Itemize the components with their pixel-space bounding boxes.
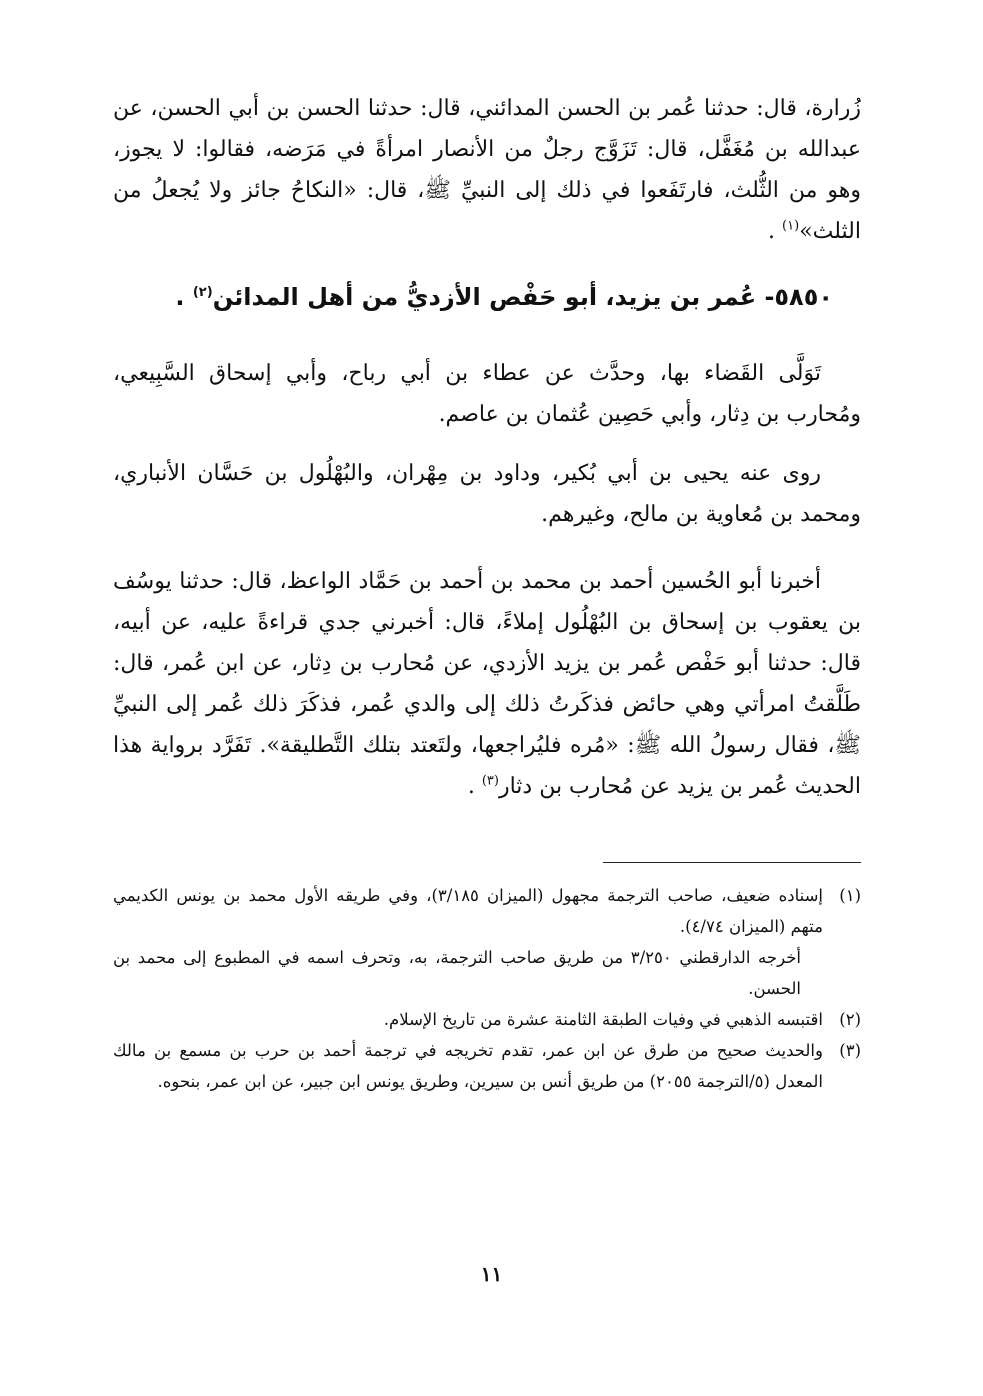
footnote-2	[113, 1004, 861, 1035]
footnote-marker: (٢)	[192, 285, 213, 300]
page-number: ١١	[480, 1262, 503, 1286]
footnote-1-continuation: أخرجه الدارقطني ٣/٢٥٠ من طريق صاحب الترجمة، به، وتحرف اسمه في المطبوع إلى محمد بن الحسن.	[113, 948, 801, 998]
footnote-1	[113, 880, 861, 942]
footnote-marker: (٣)	[481, 773, 499, 789]
footnote-number: (٢)	[839, 1010, 861, 1029]
footnote-number: (١)	[839, 886, 861, 905]
footnote-marker: (١)	[782, 218, 800, 234]
paragraph-teachers: تَوَلَّى القَضاء بها، وحدَّث عن عطاء بن أبي رباح، وأبي إسحاق السَّبِيعي، ومُحارب بن دِثار، وأبي حَصِين عُثمان بن عاصم.	[113, 361, 861, 427]
footnote-text: إسناده ضعيف، صاحب الترجمة مجهول (الميزان ٣/١٨٥)، وفي طريقه الأول محمد بن يونس الكديمي متهم (الميزان ٤/٧٤).	[113, 886, 823, 936]
paragraph-students: روى عنه يحيى بن أبي بُكير، وداود بن مِهْران، والبُهْلُول بن حَسَّان الأنباري، ومحمد بن مُعاوية بن مالح، وغيرهم.	[113, 461, 861, 527]
footnote-3	[113, 1035, 861, 1097]
footnote-text: والحديث صحيح من طرق عن ابن عمر، تقدم تخريجه في ترجمة أحمد بن حرب بن مسمع بن مالك المعدل (٥/الترجمة ٢٠٥٥) من طريق أنس بن سيرين، وطريق يونس ابن جبير، عن ابن عمر، بنحوه.	[113, 1041, 823, 1091]
biography-heading: ٥٨٥٠- عُمر بن يزيد، أبو حَفْص الأزديُّ من أهل المدائن$^{(٢)}$ .	[175, 283, 833, 311]
footnote-text: اقتبسه الذهبي في وفيات الطبقة الثامنة عشرة من تاريخ الإسلام.	[383, 1010, 823, 1029]
footnote-separator	[603, 862, 861, 863]
paragraph-isnad: أخبرنا أبو الحُسين أحمد بن محمد بن أحمد بن حَمَّاد الواعظ، قال: حدثنا يوسُف بن يعقوب بن إسحاق بن البُهْلُول إملاءً، قال: أخبرني جدي قراءةً عليه، عن أبيه، قال: حدثنا أبو حَفْص عُمر بن يزيد الأزدي، عن مُحارب بن دِثار، عن ابن عُمر، قال: طَلَّقتُ امرأتي وهي حائض فذكَرتُ ذلك إلى والدي عُمر، فذكَرَ ذلك عُمر إلى النبيِّ ﷺ، فقال رسولُ الله ﷺ: «مُره فليُراجعها، ولتَعتد بتلك التَّطليقة». تَفَرَّد برواية هذا الحديث عُمر بن يزيد عن مُحارب بن دثار$^{(٣)}$ .	[113, 569, 862, 799]
footnote-number: (٣)	[839, 1041, 861, 1060]
paragraph-text: أخبرنا أبو الحُسين أحمد بن محمد بن أحمد بن حَمَّاد الواعظ، قال: حدثنا يوسُف بن يعقوب بن إسحاق بن البُهْلُول إملاءً، قال: أخبرني جدي قراءةً عليه، عن أبيه، قال: حدثنا أبو حَفْص عُمر بن يزيد الأزدي، عن مُحارب بن دِثار، عن ابن عُمر، قال: طَلَّقتُ امرأتي وهي حائض فذكَرتُ ذلك إلى والدي عُمر، فذكَرَ ذلك عُمر إلى النبيِّ ﷺ، فقال رسولُ الله ﷺ: «مُره فليُراجعها، ولتَعتد بتلك التَّطليقة». تَفَرَّد برواية هذا الحديث عُمر بن يزيد عن مُحارب بن دثار	[113, 569, 862, 799]
paragraph-hadith-continuation: زُرارة، قال: حدثنا عُمر بن الحسن المدائني، قال: حدثنا الحسن بن أبي الحسن، عن عبدالله بن مُغَفَّل، قال: تَزَوَّج رجلٌ من الأنصار امرأةً في مَرَضه، فقالوا: لا يجوز، وهو من الثُّلث، فارتَفَعوا في ذلك إلى النبيِّ ﷺ، قال: «النكاحُ جائز ولا يُجعلُ من الثلث»$^{(١)}$ .	[113, 96, 861, 244]
heading-text: ٥٨٥٠- عُمر بن يزيد، أبو حَفْص الأزديُّ من أهل المدائن	[212, 283, 833, 311]
footnotes	[113, 880, 861, 1097]
paragraph-text: زُرارة، قال: حدثنا عُمر بن الحسن المدائني، قال: حدثنا الحسن بن أبي الحسن، عن عبدالله بن مُغَفَّل، قال: تَزَوَّج رجلٌ من الأنصار امرأةً في مَرَضه، فقالوا: لا يجوز، وهو من الثُّلث، فارتَفَعوا في ذلك إلى النبيِّ ﷺ، قال: «النكاحُ جائز ولا يُجعلُ من الثلث»	[113, 96, 861, 244]
